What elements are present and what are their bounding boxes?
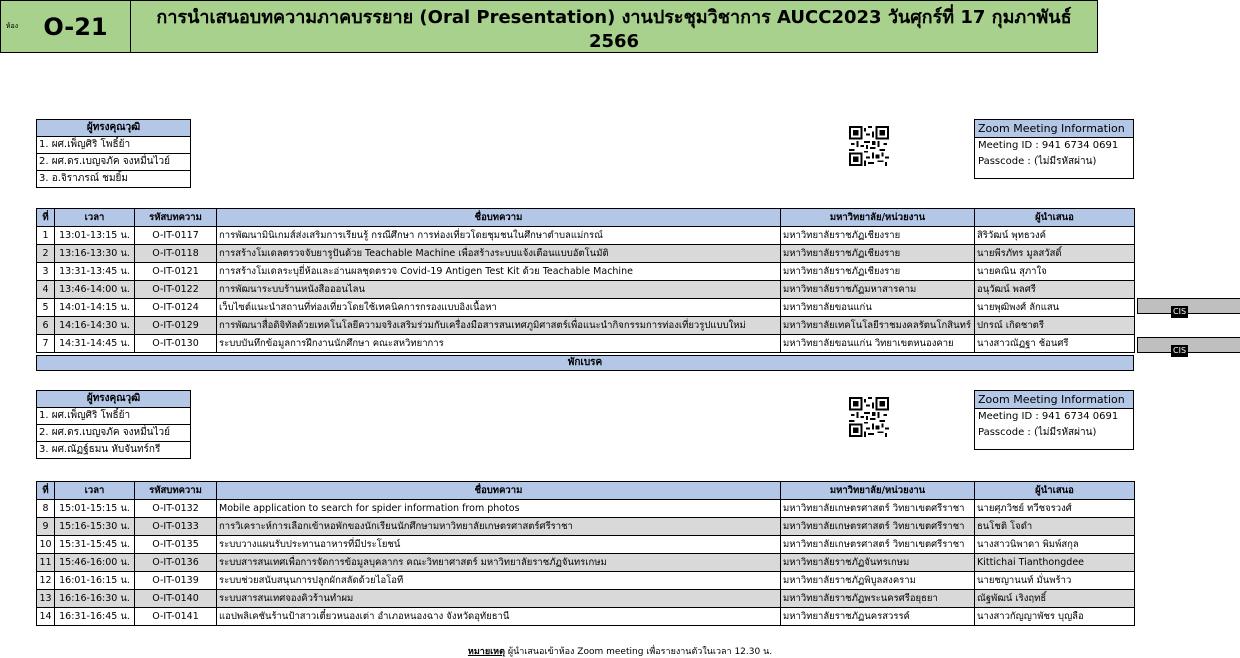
cell-time: 16:01-16:15 น. xyxy=(55,572,135,590)
cell-time: 15:31-15:45 น. xyxy=(55,536,135,554)
table-row xyxy=(37,281,1135,299)
table-row xyxy=(37,590,1135,608)
table-row xyxy=(37,263,1135,281)
zoom-passcode: Passcode : (ไม่มีรหัสผ่าน) xyxy=(978,427,1097,438)
col-time: เวลา xyxy=(55,482,135,500)
col-university: มหาวิทยาลัย/หน่วยงาน xyxy=(781,482,975,500)
cell-presenter: ธนโชติ โจดำ xyxy=(975,518,1135,536)
cell-code: O-IT-0135 xyxy=(135,536,217,554)
zoom-meeting-id[interactable]: Meeting ID : 941 6734 0691 xyxy=(978,411,1119,422)
zoom-info-box xyxy=(974,119,1134,179)
schedule-table-1 xyxy=(36,208,1135,353)
cell-university: มหาวิทยาลัยราชภัฏมหาสารคาม xyxy=(781,281,975,299)
table-row xyxy=(37,536,1135,554)
cell-title: ระบบช่วยสนับสนุนการปลูกผักสลัดด้วยไอโอที xyxy=(217,572,781,590)
cell-title: ระบบสารสนเทศจองคิวร้านทำผม xyxy=(217,590,781,608)
footnote-label: หมายเหตุ xyxy=(467,647,505,657)
col-code: รหัสบทความ xyxy=(135,209,217,227)
cell-code: O-IT-0124 xyxy=(135,299,217,317)
cell-presenter: ณัฐพัฒน์ เริงฤทธิ์ xyxy=(975,590,1135,608)
committee-box xyxy=(36,119,191,188)
footnote xyxy=(0,644,1240,658)
cell-code: O-IT-0139 xyxy=(135,572,217,590)
room-label: ห้อง xyxy=(5,22,19,30)
table-header-row xyxy=(37,482,1135,500)
cell-title: การวิเคราะห์การเลือกเข้าหอพักของนักเรียนนักศึกษามหาวิทยาลัยเกษตรศาสตร์ศรีราชา xyxy=(217,518,781,536)
col-university: มหาวิทยาลัย/หน่วยงาน xyxy=(781,209,975,227)
cell-time: 14:31-14:45 น. xyxy=(55,335,135,353)
cell-presenter: นางสาวกัญญาพัชร บุญลือ xyxy=(975,608,1135,626)
table-row xyxy=(37,317,1135,335)
cell-presenter: นายศุภวิชย์ ทวีชจรวงศ์ xyxy=(975,500,1135,518)
cell-presenter: นายพีรภัทร มูลสวัสดิ์ xyxy=(975,245,1135,263)
zoom-header: Zoom Meeting Information xyxy=(975,120,1133,138)
cell-no: 13 xyxy=(37,590,55,608)
committee-member: 1. ผศ.เพ็ญศิริ โพธิ์ย้า xyxy=(37,408,190,425)
cell-title: ระบบบันทึกข้อมูลการฝึกงานนักศึกษา คณะสหวิทยาการ xyxy=(217,335,781,353)
cell-presenter: สิริวัฒน์ พุทธวงค์ xyxy=(975,227,1135,245)
table-row xyxy=(37,554,1135,572)
cell-university: มหาวิทยาลัยราชภัฏจันทรเกษม xyxy=(781,554,975,572)
cell-title: Mobile application to search for spider information from photos xyxy=(217,500,781,518)
cell-university: มหาวิทยาลัยเกษตรศาสตร์ วิทยาเขตศรีราชา xyxy=(781,500,975,518)
room-code: O-21 xyxy=(21,1,131,52)
cell-no: 2 xyxy=(37,245,55,263)
cell-university: มหาวิทยาลัยราชภัฏพระนครศรีอยุธยา xyxy=(781,590,975,608)
zoom-info-box xyxy=(974,390,1134,450)
cell-title: การพัฒนามินิเกมส์ส่งเสริมการเรียนรู้ กรณีศึกษา การท่องเที่ยวโดยชุมชนในศึกษาตำบลแม่กรณ์ xyxy=(217,227,781,245)
cell-title: การพัฒนาระบบร้านหนังสือออนไลน xyxy=(217,281,781,299)
table-row xyxy=(37,500,1135,518)
cell-code: O-IT-0130 xyxy=(135,335,217,353)
col-presenter: ผู้นำเสนอ xyxy=(975,482,1135,500)
cell-time: 13:16-13:30 น. xyxy=(55,245,135,263)
cell-university: มหาวิทยาลัยเทคโนโลยีราชมงคลรัตนโกสินทร์ xyxy=(781,317,975,335)
page-title: การนำเสนอบทความภาคบรรยาย (Oral Presentation) งานประชุมวิชาการ AUCC2023 วันศุกร์ที่ 17 กุมภาพันธ์ 2566 xyxy=(156,6,1072,52)
col-no: ที่ xyxy=(37,482,55,500)
cell-university: มหาวิทยาลัยราชภัฏพิบูลสงคราม xyxy=(781,572,975,590)
cell-presenter: นายพุฒิพงศ์ ลักแสน xyxy=(975,299,1135,317)
col-no: ที่ xyxy=(37,209,55,227)
break-row: พักเบรค xyxy=(36,355,1134,371)
cell-no: 7 xyxy=(37,335,55,353)
cell-university: มหาวิทยาลัยราชภัฏเชียงราย xyxy=(781,263,975,281)
cell-time: 14:01-14:15 น. xyxy=(55,299,135,317)
cell-no: 14 xyxy=(37,608,55,626)
zoom-header: Zoom Meeting Information xyxy=(975,391,1133,409)
cis-label: CIS xyxy=(1173,346,1187,355)
table-row xyxy=(37,245,1135,263)
cell-code: O-IT-0121 xyxy=(135,263,217,281)
zoom-meeting-id[interactable]: Meeting ID : 941 6734 0691 xyxy=(978,140,1119,151)
cell-university: มหาวิทยาลัยเกษตรศาสตร์ วิทยาเขตศรีราชา xyxy=(781,536,975,554)
cell-university: มหาวิทยาลัยเกษตรศาสตร์ วิทยาเขตศรีราชา xyxy=(781,518,975,536)
cell-university: มหาวิทยาลัยราชภัฏเชียงราย xyxy=(781,245,975,263)
cell-code: O-IT-0132 xyxy=(135,500,217,518)
qr-code-icon[interactable] xyxy=(849,126,889,166)
cell-time: 13:46-14:00 น. xyxy=(55,281,135,299)
qr-code-icon[interactable] xyxy=(849,397,889,437)
cell-no: 1 xyxy=(37,227,55,245)
cell-title: แอปพลิเคชันร้านป้าสาวเตี๋ยวหนองเต่า อำเภอหนองฉาง จังหวัดอุทัยธานี xyxy=(217,608,781,626)
footnote-text: ผู้นำเสนอเข้าห้อง Zoom meeting เพื่อรายงานตัวในเวลา 12.30 น. xyxy=(507,647,773,657)
col-presenter: ผู้นำเสนอ xyxy=(975,209,1135,227)
cell-time: 13:01-13:15 น. xyxy=(55,227,135,245)
zoom-passcode: Passcode : (ไม่มีรหัสผ่าน) xyxy=(978,156,1097,167)
title-banner xyxy=(0,0,1098,53)
cell-title: ระบบวางแผนรับประทานอาหารที่มีประโยชน์ xyxy=(217,536,781,554)
cell-university: มหาวิทยาลัยราชภัฏนครสวรรค์ xyxy=(781,608,975,626)
cell-code: O-IT-0122 xyxy=(135,281,217,299)
cell-university: มหาวิทยาลัยราชภัฏเชียงราย xyxy=(781,227,975,245)
cell-time: 16:16-16:30 น. xyxy=(55,590,135,608)
cell-code: O-IT-0141 xyxy=(135,608,217,626)
cis-tag xyxy=(1137,298,1240,314)
cell-code: O-IT-0136 xyxy=(135,554,217,572)
cell-title: การสร้างโมเดลตรวจจับยารูปันด้วย Teachable Machine เพื่อสร้างระบบแจ้งเตือนแบบอัตโนมัติ xyxy=(217,245,781,263)
committee-header: ผู้ทรงคุณวุฒิ xyxy=(37,120,190,137)
table-row xyxy=(37,227,1135,245)
committee-member: 3. ผศ.ณัฏฐ์ธมน หับจันทร์กรี xyxy=(39,444,161,455)
cell-presenter: นายชญานนท์ มั่นพร้าว xyxy=(975,572,1135,590)
cell-presenter: นางสาวนิพาดา พิมพ์สกุล xyxy=(975,536,1135,554)
table-row xyxy=(37,572,1135,590)
cell-time: 15:46-16:00 น. xyxy=(55,554,135,572)
cell-time: 16:31-16:45 น. xyxy=(55,608,135,626)
col-time: เวลา xyxy=(55,209,135,227)
cell-presenter: ปกรณ์ เกิดชาตรี xyxy=(975,317,1135,335)
cell-title: การพัฒนาสื่อดิจิทัลด้วยเทคโนโลยีความจริงเสริมร่วมกับเครื่องมือสารสนเทศภูมิศาสตร์เพื่อแนะนำกิจกรรมการท่องเที่ยวรูปแบบใหม่ xyxy=(217,317,781,335)
cell-code: O-IT-0117 xyxy=(135,227,217,245)
cell-time: 14:16-14:30 น. xyxy=(55,317,135,335)
cell-presenter: อนุวัฒน์ พลศรี xyxy=(975,281,1135,299)
table-row xyxy=(37,299,1135,317)
committee-member: 2. ผศ.ดร.เบญจภัค จงหมื่นไวย์ xyxy=(37,154,190,171)
table-row xyxy=(37,335,1135,353)
cell-time: 13:31-13:45 น. xyxy=(55,263,135,281)
cell-title: เว็บไซต์แนะนำสถานที่ท่องเที่ยวโดยใช้เทคนิคการกรองแบบอิงเนื้อหา xyxy=(217,299,781,317)
cell-time: 15:01-15:15 น. xyxy=(55,500,135,518)
cell-university: มหาวิทยาลัยขอนแก่น xyxy=(781,299,975,317)
committee-box xyxy=(36,390,191,459)
cis-label: CIS xyxy=(1173,307,1187,316)
committee-member: 2. ผศ.ดร.เบญจภัค จงหมื่นไวย์ xyxy=(37,425,190,442)
cell-time: 15:16-15:30 น. xyxy=(55,518,135,536)
committee-member: 1. ผศ.เพ็ญศิริ โพธิ์ย้า xyxy=(37,137,190,154)
schedule-table-2 xyxy=(36,481,1135,626)
cell-code: O-IT-0129 xyxy=(135,317,217,335)
cell-no: 11 xyxy=(37,554,55,572)
cell-university: มหาวิทยาลัยขอนแก่น วิทยาเขตหนองคาย xyxy=(781,335,975,353)
cell-no: 9 xyxy=(37,518,55,536)
cell-presenter: Kittichai Tianthongdee xyxy=(975,554,1135,572)
cell-presenter: นางสาวณัฏฐา ช้อนศรี xyxy=(975,335,1135,353)
col-code: รหัสบทความ xyxy=(135,482,217,500)
cell-presenter: นายคณิน สุภาใจ xyxy=(975,263,1135,281)
cell-no: 4 xyxy=(37,281,55,299)
committee-header: ผู้ทรงคุณวุฒิ xyxy=(37,391,190,408)
col-title: ชื่อบทความ xyxy=(217,482,781,500)
cell-code: O-IT-0118 xyxy=(135,245,217,263)
cell-no: 10 xyxy=(37,536,55,554)
cell-title: การสร้างโมเดลระบุยี่ห้อและอ่านผลชุดตรวจ Covid-19 Antigen Test Kit ด้วย Teachable Machine xyxy=(217,263,781,281)
cis-tag xyxy=(1137,337,1240,353)
col-title: ชื่อบทความ xyxy=(217,209,781,227)
committee-member: 3. อ.จิราภรณ์ ชมยิ้ม xyxy=(39,173,128,184)
cell-no: 8 xyxy=(37,500,55,518)
cell-no: 5 xyxy=(37,299,55,317)
cell-no: 6 xyxy=(37,317,55,335)
table-row xyxy=(37,608,1135,626)
table-header-row xyxy=(37,209,1135,227)
cell-no: 3 xyxy=(37,263,55,281)
cell-title: ระบบสารสนเทศเพื่อการจัดการข้อมูลบุคลากร คณะวิทยาศาสตร์ มหาวิทยาลัยราชภัฏจันทรเกษม xyxy=(217,554,781,572)
cell-code: O-IT-0140 xyxy=(135,590,217,608)
cell-code: O-IT-0133 xyxy=(135,518,217,536)
cell-no: 12 xyxy=(37,572,55,590)
table-row xyxy=(37,518,1135,536)
